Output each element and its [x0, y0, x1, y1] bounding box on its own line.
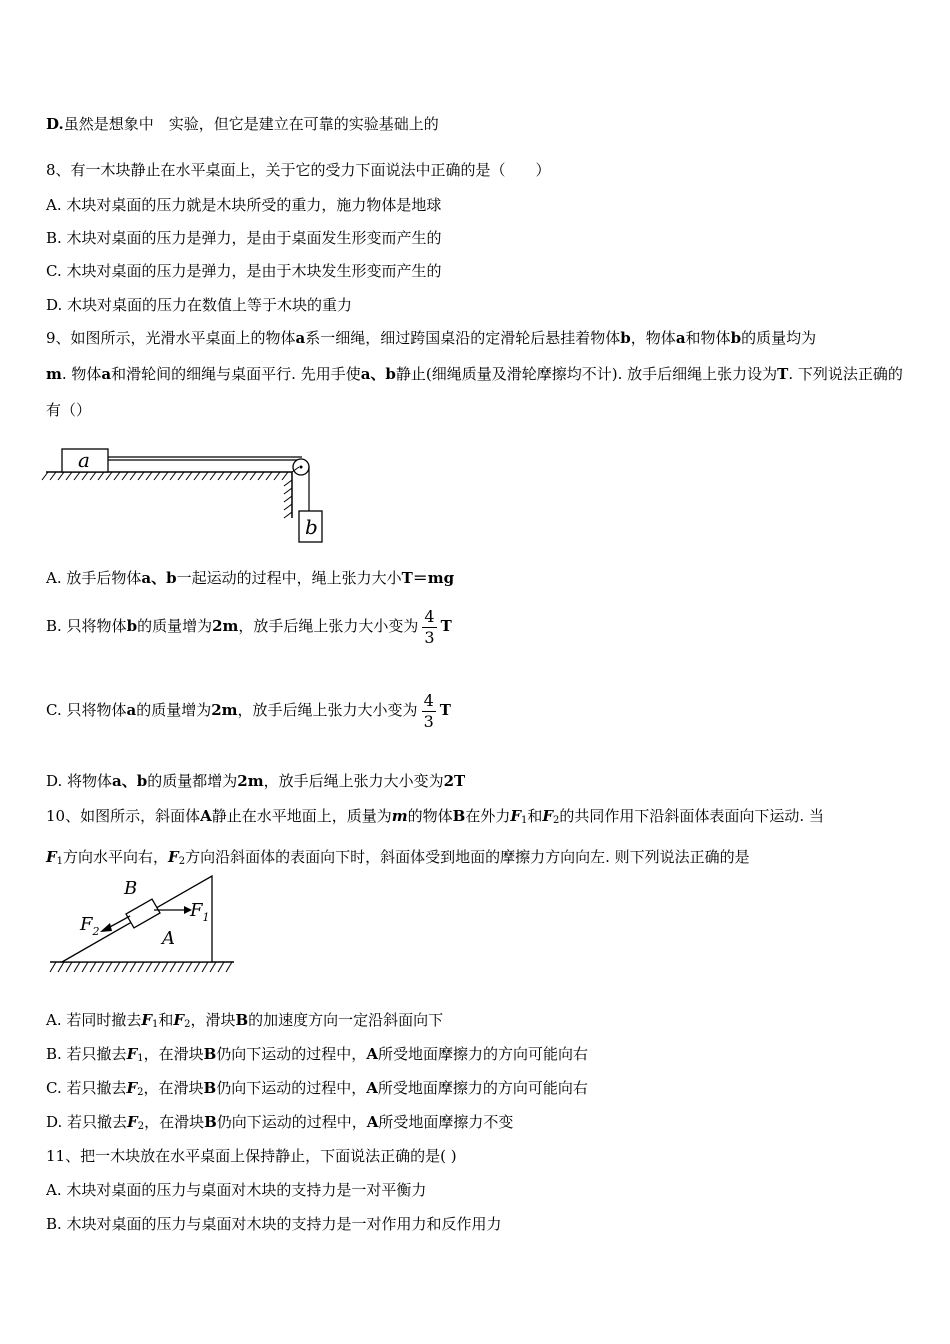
q10-stem: 10、如图所示，斜面体A静止在水平地面上，质量为m的物体B在外力$F_1$和$F_2$的共同作用下沿斜面体表面向下运动. 当 $F_1$方向水平向右，$F_2$方向沿斜面体的表面向下时，斜面体受到地面的摩擦力方向向左. 则下列说法正确的是 — [46, 807, 824, 867]
option-d-text: 虽然是想象中 实验，但它是建立在可靠的实验基础上的 — [63, 115, 439, 133]
q9-option-c: C. 只将物体a的质量增为2m，放手后绳上张力大小变为 $\frac{4}{3}$ T — [46, 690, 451, 731]
q9-stem: 9、如图所示，光滑水平桌面上的物体a系一细绳，细过跨国桌沿的定滑轮后悬挂着物体b，物体a和物体b的质量均为 m. 物体a和滑轮间的细绳与桌面平行. 先用手使a、b静止(细绳质量及滑轮摩擦均不计). 放手后细绳上张力设为T. 下列说法正确的有（） — [46, 329, 903, 419]
q11-option-a: A. 木块对桌面的压力与桌面对木块的支持力是一对平衡力 — [46, 1181, 427, 1199]
q10-option-a: A. 若同时撤去$F_1$和$F_2$，滑块B的加速度方向一定沿斜面向下 — [46, 1011, 444, 1030]
q10-figure — [44, 872, 244, 982]
block-b-label: b — [305, 515, 318, 539]
q8-option-b: B. 木块对桌面的压力是弹力，是由于桌面发生形变而产生的 — [46, 229, 442, 247]
q8-option-a: A. 木块对桌面的压力就是木块所受的重力，施力物体是地球 — [46, 196, 442, 214]
block-a-label: a — [78, 448, 90, 472]
q8-option-c: C. 木块对桌面的压力是弹力，是由于木块发生形变而产生的 — [46, 262, 442, 280]
q10-option-c: C. 若只撤去$F_2$，在滑块B仍向下运动的过程中，A所受地面摩擦力的方向可能向右 — [46, 1079, 588, 1098]
q10-option-b: B. 若只撤去$F_1$，在滑块B仍向下运动的过程中，A所受地面摩擦力的方向可能向右 — [46, 1045, 588, 1064]
fraction-four-thirds: $\frac{4}{3}$ — [423, 690, 434, 731]
label-f2: $F_2$ — [80, 914, 100, 938]
option-d-line — [46, 114, 439, 134]
fraction-four-thirds: $\frac{4}{3}$ — [424, 606, 435, 647]
label-f1: $F_1$ — [190, 900, 210, 924]
q9-option-b: B. 只将物体b的质量增为2m，放手后绳上张力大小变为 $\frac{4}{3}$ T — [46, 606, 452, 647]
label-a: A — [162, 928, 175, 949]
q11-option-b: B. 木块对桌面的压力与桌面对木块的支持力是一对作用力和反作用力 — [46, 1215, 502, 1233]
q9-figure — [40, 440, 340, 550]
q11-stem: 11、把一木块放在水平桌面上保持静止，下面说法正确的是( ) — [46, 1147, 457, 1165]
q8-stem: 8、有一木块静止在水平桌面上，关于它的受力下面说法中正确的是（ ） — [46, 161, 551, 179]
q9-option-d: D. 将物体a、b的质量都增为2m，放手后绳上张力大小变为2T — [46, 772, 466, 790]
q9-option-a: A. 放手后物体a、b一起运动的过程中，绳上张力大小T＝mg — [46, 569, 455, 587]
q8-option-d: D. 木块对桌面的压力在数值上等于木块的重力 — [46, 296, 353, 314]
q10-option-d: D. 若只撤去$F_2$，在滑块B仍向下运动的过程中，A所受地面摩擦力不变 — [46, 1113, 514, 1132]
label-b: B — [124, 878, 138, 899]
option-d-prefix: D. — [46, 115, 64, 133]
